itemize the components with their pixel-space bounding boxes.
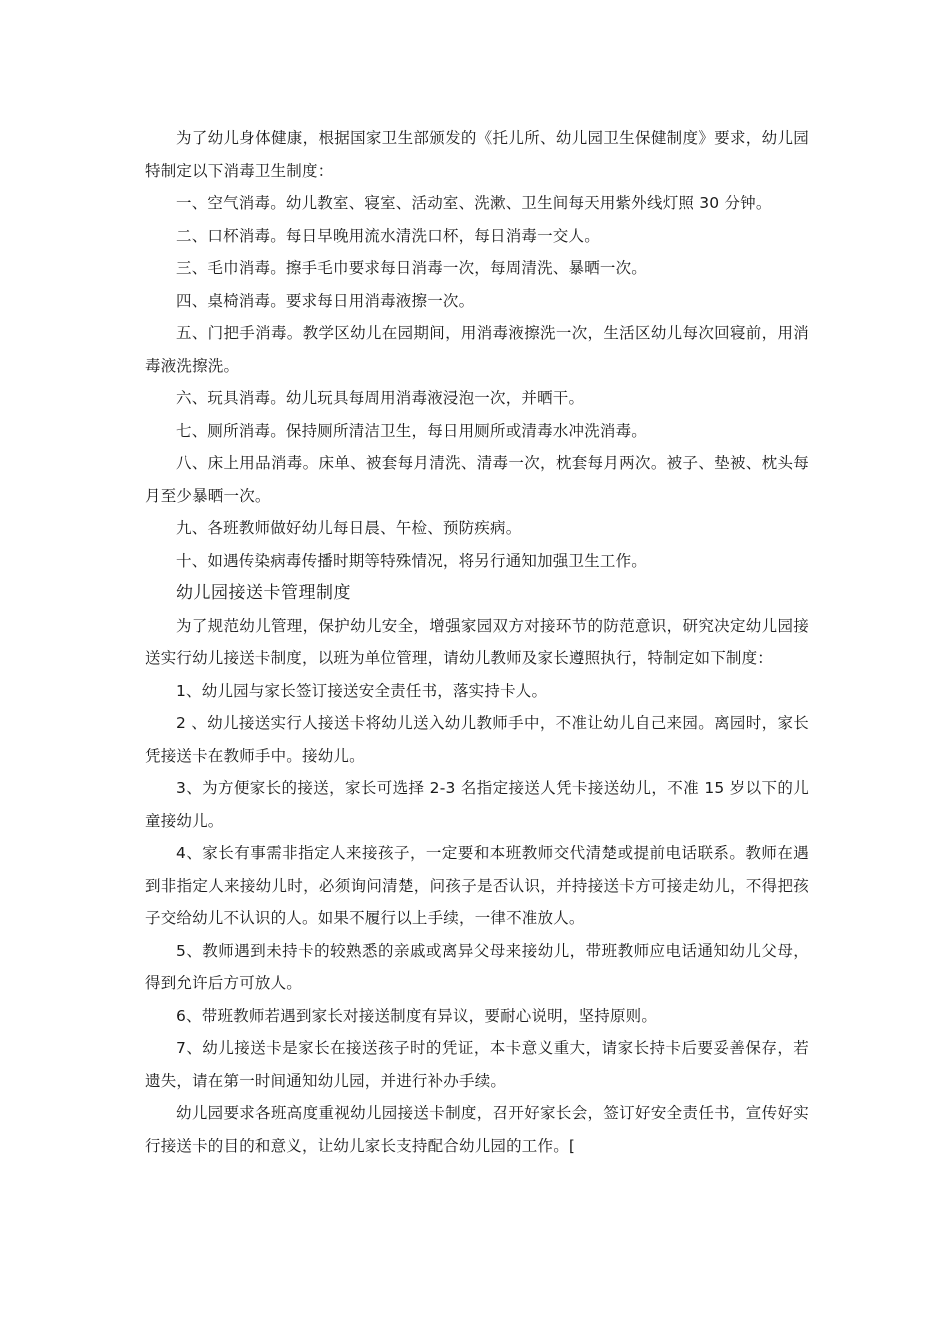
document-page (145, 122, 809, 1162)
disinfection-item-7: 七、厕所消毒。保持厕所清洁卫生，每日用厕所或清毒水冲洗消毒。 (176, 421, 648, 440)
disinfection-item-5: 五、门把手消毒。教学区幼儿在园期间，用消毒液擦洗一次，生活区幼儿每次回寝前，用消毒液洗擦洗。 (145, 324, 809, 375)
disinfection-item-10: 十、如遇传染病毒传播时期等特殊情况，将另行通知加强卫生工作。 (176, 551, 648, 570)
section2-closing: 幼儿园要求各班高度重视幼儿园接送卡制度，召开好家长会，签订好安全责任书，宣传好实行接送卡的目的和意义，让幼儿家长支持配合幼儿园的工作。[ (145, 1104, 809, 1155)
disinfection-item-1: 一、空气消毒。幼儿教室、寝室、活动室、洗漱、卫生间每天用紫外线灯照 30 分钟。 (176, 194, 772, 212)
card-rule-6: 6、带班教师若遇到家长对接送制度有异议，要耐心说明，坚持原则。 (176, 1006, 658, 1025)
card-rule-4: 4、家长有事需非指定人来接孩子，一定要和本班教师交代清楚或提前电话联系。教师在遇到非指定人来接幼儿时，必须询问清楚，问孩子是否认识，并持接送卡方可接走幼儿，不得把孩子交给幼儿不认识的人。如果不履行以上手续，一律不准放人。 (145, 844, 809, 927)
disinfection-item-6: 六、玩具消毒。幼儿玩具每周用消毒液浸泡一次，并晒干。 (176, 389, 585, 407)
disinfection-item-9: 九、各班教师做好幼儿每日晨、午检、预防疾病。 (176, 519, 522, 537)
card-rule-7: 7、幼儿接送卡是家长在接送孩子时的凭证，本卡意义重大，请家长持卡后要妥善保存，若遗失，请在第一时间通知幼儿园，并进行补办手续。 (145, 1039, 809, 1090)
section2-intro: 为了规范幼儿管理，保护幼儿安全，增强家园双方对接环节的防范意识，研究决定幼儿园接送实行幼儿接送卡制度，以班为单位管理，请幼儿教师及家长遵照执行，特制定如下制度： (145, 616, 809, 667)
card-rule-2: 2 、幼儿接送实行人接送卡将幼儿送入幼儿教师手中，不准让幼儿自己来园。离园时，家长凭接送卡在教师手中。接幼儿。 (145, 714, 809, 765)
card-rule-1: 1、幼儿园与家长签订接送安全责任书，落实持卡人。 (176, 681, 548, 700)
section2-title: 幼儿园接送卡管理制度 (176, 583, 351, 603)
disinfection-item-3: 三、毛巾消毒。擦手毛巾要求每日消毒一次，每周清洗、暴晒一次。 (176, 259, 648, 277)
disinfection-item-4: 四、桌椅消毒。要求每日用消毒液擦一次。 (176, 291, 475, 310)
disinfection-item-8: 八、床上用品消毒。床单、被套每月清洗、清毒一次，枕套每月两次。被子、垫被、枕头每月至少暴晒一次。 (145, 454, 809, 505)
card-rule-5: 5、教师遇到未持卡的较熟悉的亲戚或离异父母来接幼儿，带班教师应电话通知幼儿父母，得到允许后方可放人。 (145, 941, 809, 992)
disinfection-item-2: 二、口杯消毒。每日早晚用流水清洗口杯，每日消毒一交人。 (176, 226, 600, 245)
section1-intro: 为了幼儿身体健康，根据国家卫生部颁发的《托儿所、幼儿园卫生保健制度》要求，幼儿园特制定以下消毒卫生制度： (145, 129, 809, 180)
card-rule-3: 3、为方便家长的接送，家长可选择 2-3 名指定接送人凭卡接送幼儿，不准 15 岁以下的儿童接幼儿。 (145, 779, 809, 830)
